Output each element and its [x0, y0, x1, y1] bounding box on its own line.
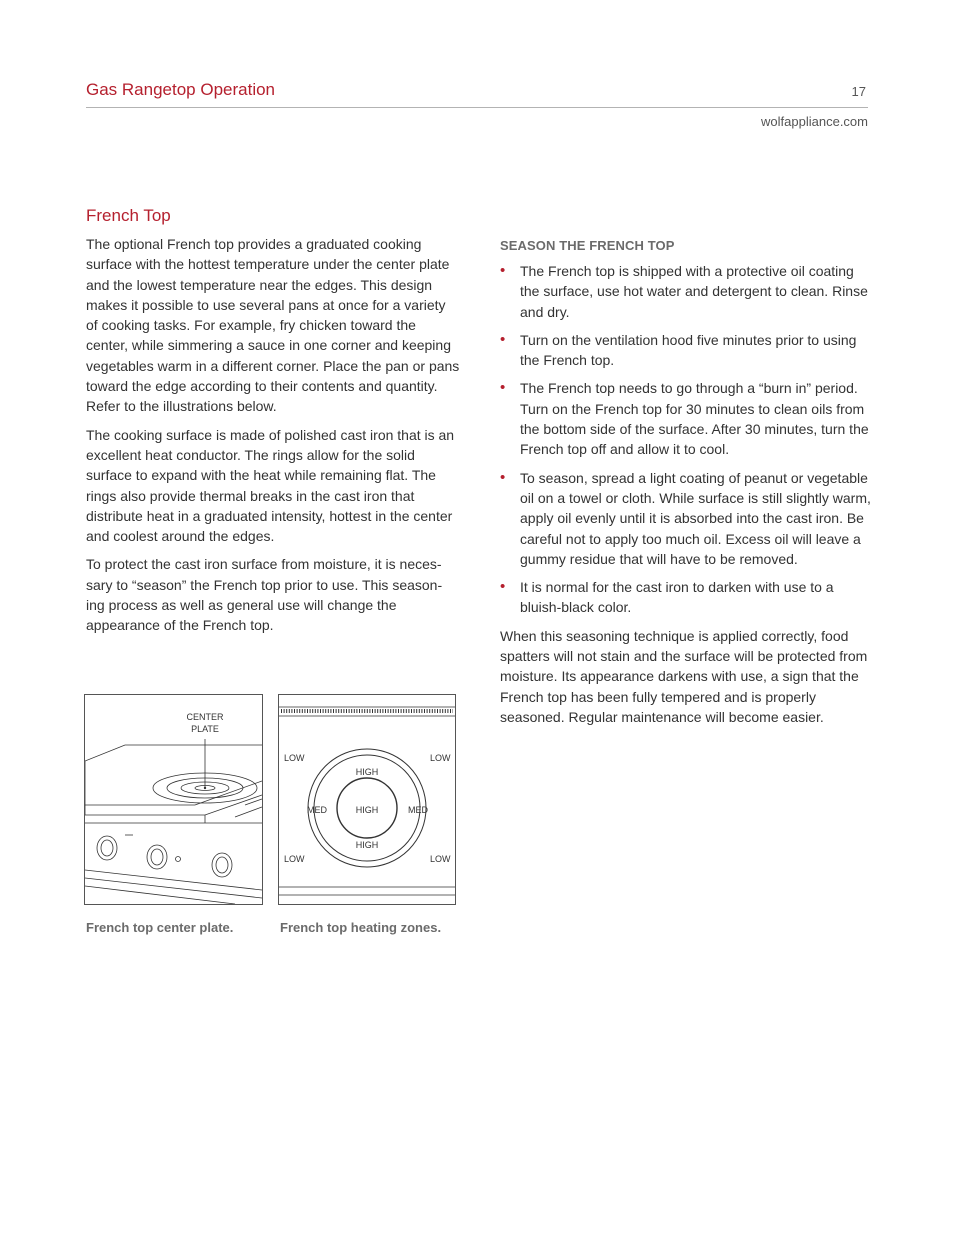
center-plate-illustration	[84, 694, 263, 905]
page-number: 17	[851, 84, 866, 99]
heating-zones-diagram	[278, 694, 456, 905]
zone-high-top: HIGH	[355, 767, 379, 777]
bullet-icon: •	[500, 578, 506, 596]
center-plate-drawing	[85, 695, 262, 904]
left-column	[86, 206, 460, 644]
zone-low-top-left: LOW	[284, 753, 305, 763]
closing-paragraph: When this seasoning technique is applied correctly, food spatters will not stain and the surface will be protected from moisture. Its appearance darkens with use, a sign that the French top has been fully tempered and is properly seasoned. Regular maintenance will become easier.	[500, 627, 868, 725]
header-divider	[86, 107, 868, 108]
list-item-text: It is normal for the cast iron to darken with use to a bluish-black color.	[520, 579, 834, 616]
bullet-icon: •	[500, 262, 506, 279]
list-item-text: Turn on the ventilation hood five minutes prior to using the French top.	[520, 331, 857, 369]
bullet-icon: •	[500, 468, 506, 486]
cast-iron-paragraph: The cooking surface is made of polished cast iron that is an excellent heat conductor. The rings allow for the solid surface to expand with the heat while remaining flat. The rings also provide thermal breaks in the cast iron that distribute heat in a graduated intensity, hottest in the center and coolest around the edges.	[86, 426, 455, 545]
center-label-line1: CENTER	[186, 712, 224, 722]
list-item-text: The French top is shipped with a protective oil coating the surface, use hot water and detergent to clean. Rinse and dry.	[520, 263, 868, 320]
zone-high-center: HIGH	[355, 805, 379, 815]
zone-low-bottom-right: LOW	[430, 854, 451, 864]
bullet-icon: •	[500, 330, 506, 348]
season-intro-paragraph: To protect the cast iron surface from moisture, it is neces-sary to “season” the French top prior to use. This season-ing process as well as general use will change the appearance of the French top.	[86, 556, 443, 634]
right-column	[500, 238, 876, 735]
list-item	[500, 378, 876, 459]
heating-zones-caption: French top heating zones.	[280, 920, 442, 935]
heating-zones-drawing	[279, 695, 455, 904]
zone-med-left: MED	[307, 805, 327, 815]
intro-paragraph: The optional French top provides a graduated cooking surface with the hottest temperature under the center plate and the lowest temperature near the edges. This design makes it possible to use several pans at once for a variety of cooking tasks. For example, fry chicken toward the center, while simmering a sauce in one corner and keeping vegetables warm in a different corner. Place the pan or pans toward the edge according to their contents and quantity. Refer to the illustrations below.	[86, 236, 460, 415]
zone-low-bottom-left: LOW	[284, 854, 305, 864]
website-url: wolfappliance.com	[761, 114, 868, 129]
list-item	[500, 261, 876, 322]
center-label-line2: PLATE	[191, 724, 219, 734]
list-item	[500, 577, 876, 618]
season-heading: SEASON THE FRENCH TOP	[500, 238, 675, 253]
bullet-icon: •	[500, 379, 506, 397]
section-title: Gas Rangetop Operation	[86, 80, 276, 99]
list-item-text: The French top needs to go through a “burn in” period. Turn on the French top for 30 minutes to clean oils from the bottom side of the surface. After 30 minutes, turn the French top off and allow it to cool.	[520, 380, 869, 458]
season-steps-list	[500, 261, 876, 618]
zone-med-right: MED	[408, 805, 428, 815]
zone-low-top-right: LOW	[430, 753, 451, 763]
list-item-text: To season, spread a light coating of peanut or vegetable oil on a towel or cloth. While surface is still slightly warm, apply oil evenly until it is absorbed into the cast iron. Be careful not to apply too much oil. Excess oil will leave a gummy residue that will have to be removed.	[520, 469, 871, 567]
zone-high-bottom: HIGH	[355, 840, 379, 850]
list-item	[500, 330, 876, 371]
center-plate-caption: French top center plate.	[86, 920, 234, 935]
french-top-title: French Top	[86, 206, 171, 225]
list-item	[500, 468, 876, 569]
